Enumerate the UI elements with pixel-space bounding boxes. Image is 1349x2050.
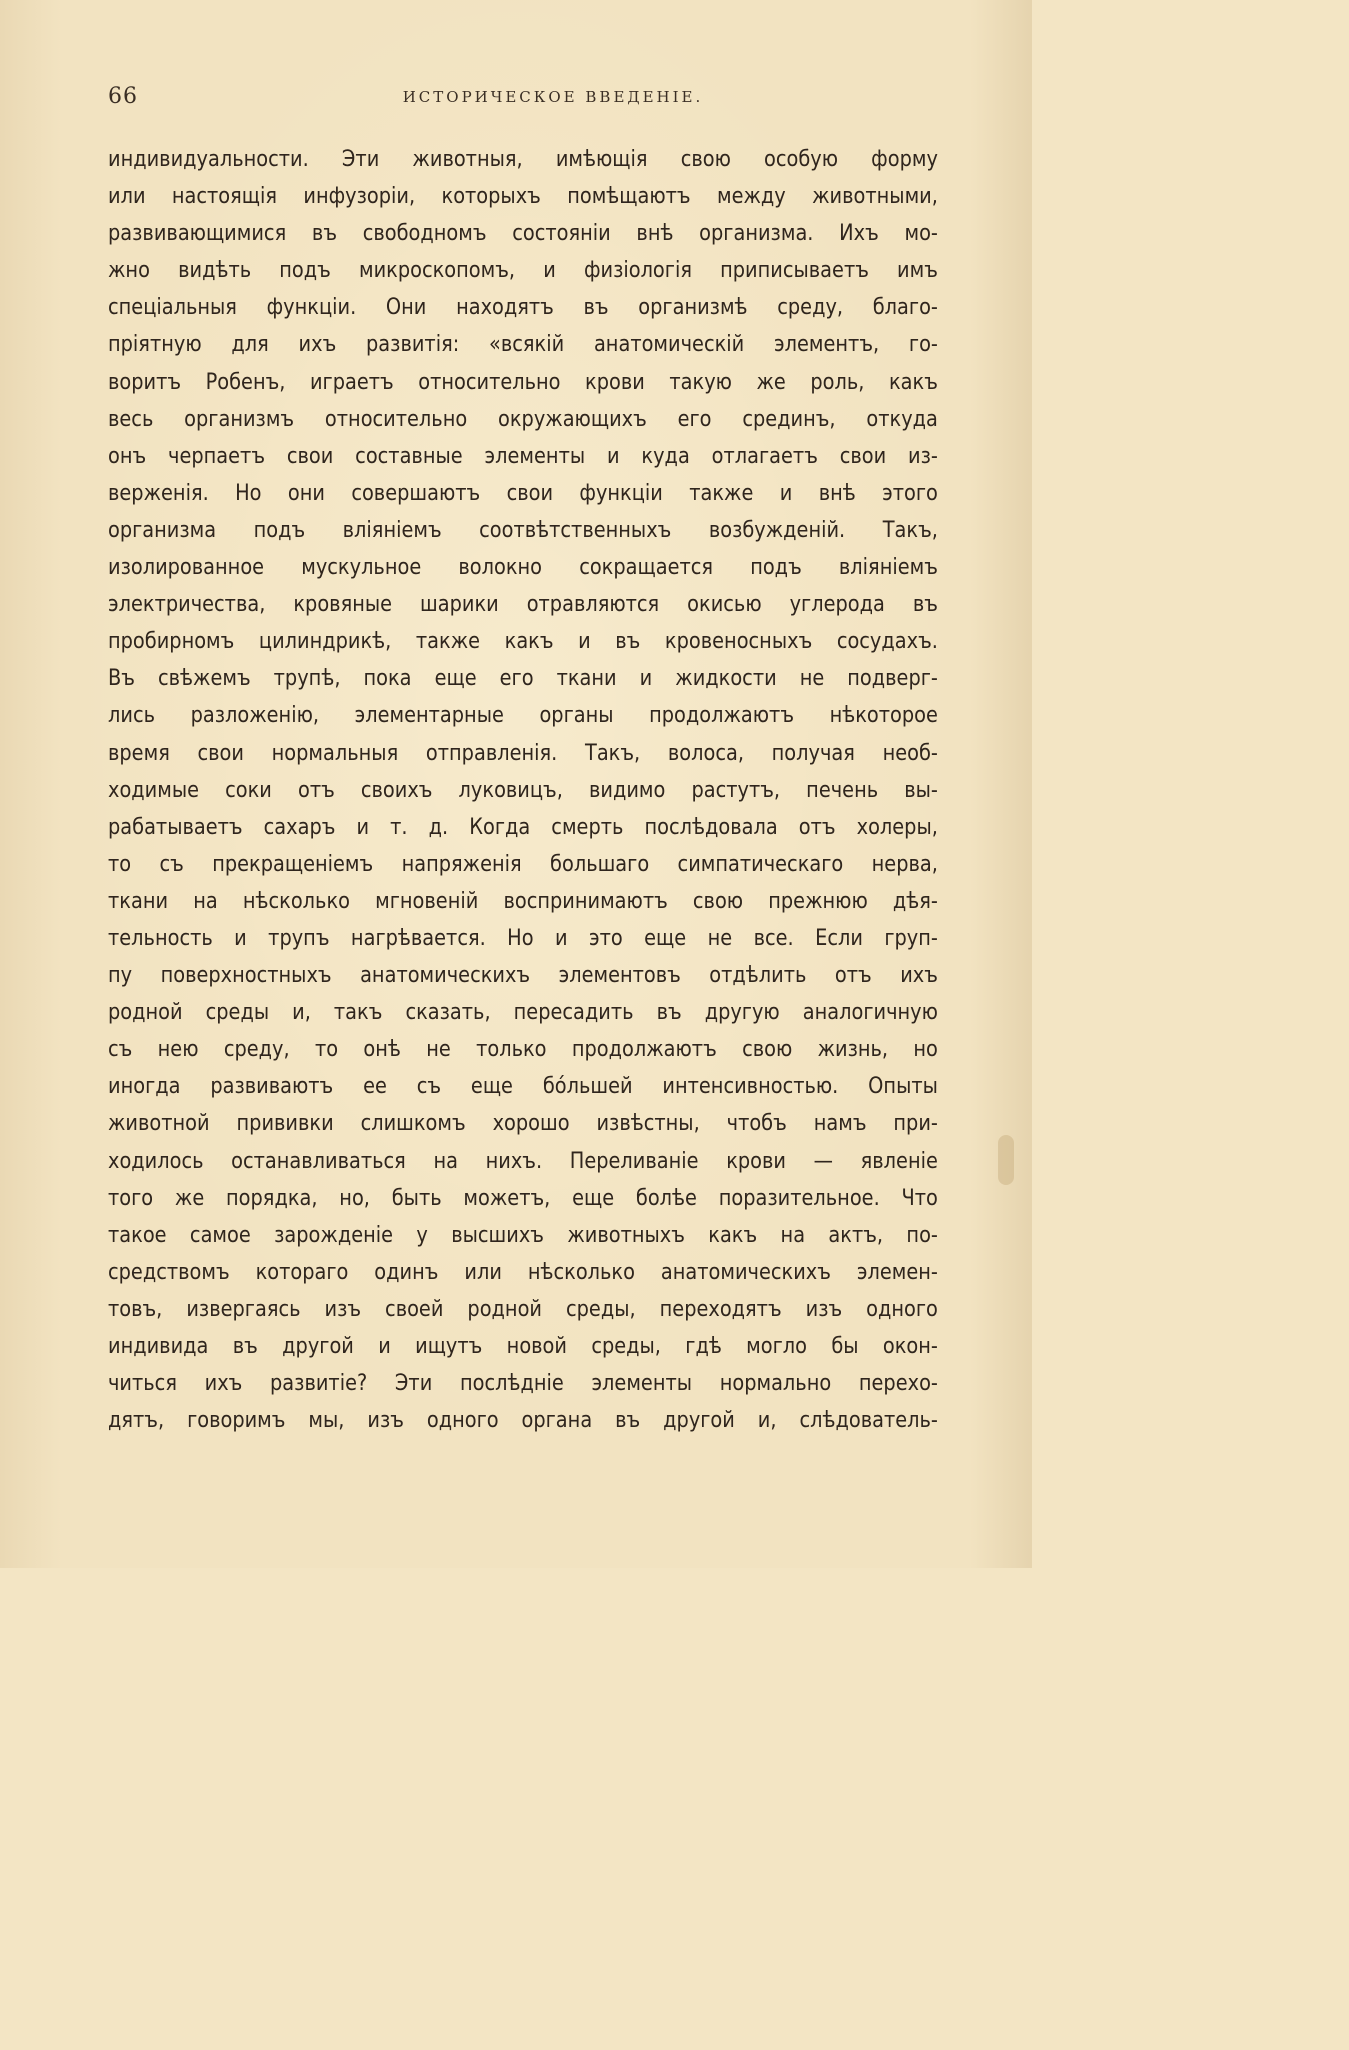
text-line: такое самое зарожденіе у высшихъ животныхъ какъ на актъ, по- — [108, 1221, 938, 1248]
text-line: жно видѣть подъ микроскопомъ, и физіологія приписываетъ имъ — [108, 257, 938, 284]
text-line: время свои нормальныя отправленія. Такъ, волоса, получая необ- — [108, 739, 938, 766]
text-line: иногда развиваютъ ее съ еще бо́льшей интенсивностью. Опыты — [108, 1073, 938, 1100]
text-line: родной среды и, такъ сказать, пересадить въ другую аналогичную — [108, 999, 938, 1026]
running-head: ИСТОРИЧЕСКОЕ ВВЕДЕНІЕ. — [402, 88, 704, 106]
text-line: весь организмъ относительно окружающихъ его срединъ, откуда — [108, 405, 938, 432]
text-line: пу поверхностныхъ анатомическихъ элементовъ отдѣлить отъ ихъ — [108, 962, 938, 989]
text-line: лись разложенію, элементарные органы продолжаютъ нѣкоторое — [108, 702, 938, 729]
text-line: ходимые соки отъ своихъ луковицъ, видимо растутъ, печень вы- — [108, 776, 938, 803]
text-line: тельность и трупъ нагрѣвается. Но и это еще не все. Если груп- — [108, 924, 938, 951]
text-line: пріятную для ихъ развитія: «всякій анатомическій элементъ, го- — [108, 331, 938, 358]
text-line: организма подъ вліяніемъ соотвѣтственныхъ возбужденій. Такъ, — [108, 516, 938, 543]
text-line: читься ихъ развитіе? Эти послѣдніе элементы нормально перехо- — [108, 1370, 938, 1397]
paper-stain — [998, 1135, 1014, 1185]
text-line: электричества, кровяные шарики отравляются окисью углерода въ — [108, 591, 938, 618]
text-line: изолированное мускульное волокно сокращается подъ вліяніемъ — [108, 554, 938, 581]
text-line: рабатываетъ сахаръ и т. д. Когда смерть послѣдовала отъ холеры, — [108, 813, 938, 840]
body-text — [108, 141, 938, 1439]
text-line: того же порядка, но, быть можетъ, еще болѣе поразительное. Что — [108, 1184, 938, 1211]
text-line: съ нею среду, то онѣ не только продолжаютъ свою жизнь, но — [108, 1036, 938, 1063]
text-line: индивидуальности. Эти животныя, имѣющія свою особую форму — [108, 146, 938, 172]
text-line: развивающимися въ свободномъ состояніи внѣ организма. Ихъ мо- — [108, 220, 938, 247]
text-line: верженія. Но они совершаютъ свои функціи также и внѣ этого — [108, 479, 938, 506]
text-line: то съ прекращеніемъ напряженія большаго симпатическаго нерва, — [108, 850, 938, 877]
text-line: товъ, извергаясь изъ своей родной среды, переходятъ изъ одного — [108, 1295, 938, 1322]
text-line: Въ свѣжемъ трупѣ, пока еще его ткани и жидкости не подверг- — [108, 665, 938, 692]
text-line: спеціальныя функціи. Они находятъ въ организмѣ среду, благо- — [108, 294, 938, 321]
text-line: ходилось останавливаться на нихъ. Переливаніе крови — явленіе — [108, 1147, 938, 1174]
page-number: 66 — [108, 84, 138, 109]
text-line: ткани на нѣсколько мгновеній воспринимаютъ свою прежнюю дѣя- — [108, 887, 938, 914]
text-line: животной прививки слишкомъ хорошо извѣстны, чтобъ намъ при- — [108, 1110, 938, 1137]
text-line: дятъ, говоримъ мы, изъ одного органа въ другой и, слѣдователь- — [108, 1407, 938, 1434]
text-line: онъ черпаетъ свои составные элементы и куда отлагаетъ свои из- — [108, 442, 938, 469]
text-line: или настоящія инфузоріи, которыхъ помѣщаютъ между животными, — [108, 183, 938, 210]
text-line: индивида въ другой и ищутъ новой среды, гдѣ могло бы окон- — [108, 1333, 938, 1359]
text-line: средствомъ котораго одинъ или нѣсколько анатомическихъ элемен- — [108, 1258, 938, 1285]
text-line: пробирномъ цилиндрикѣ, также какъ и въ кровеносныхъ сосудахъ. — [108, 628, 938, 655]
page-header — [108, 84, 938, 116]
text-line: воритъ Робенъ, играетъ относительно крови такую же роль, какъ — [108, 368, 938, 395]
